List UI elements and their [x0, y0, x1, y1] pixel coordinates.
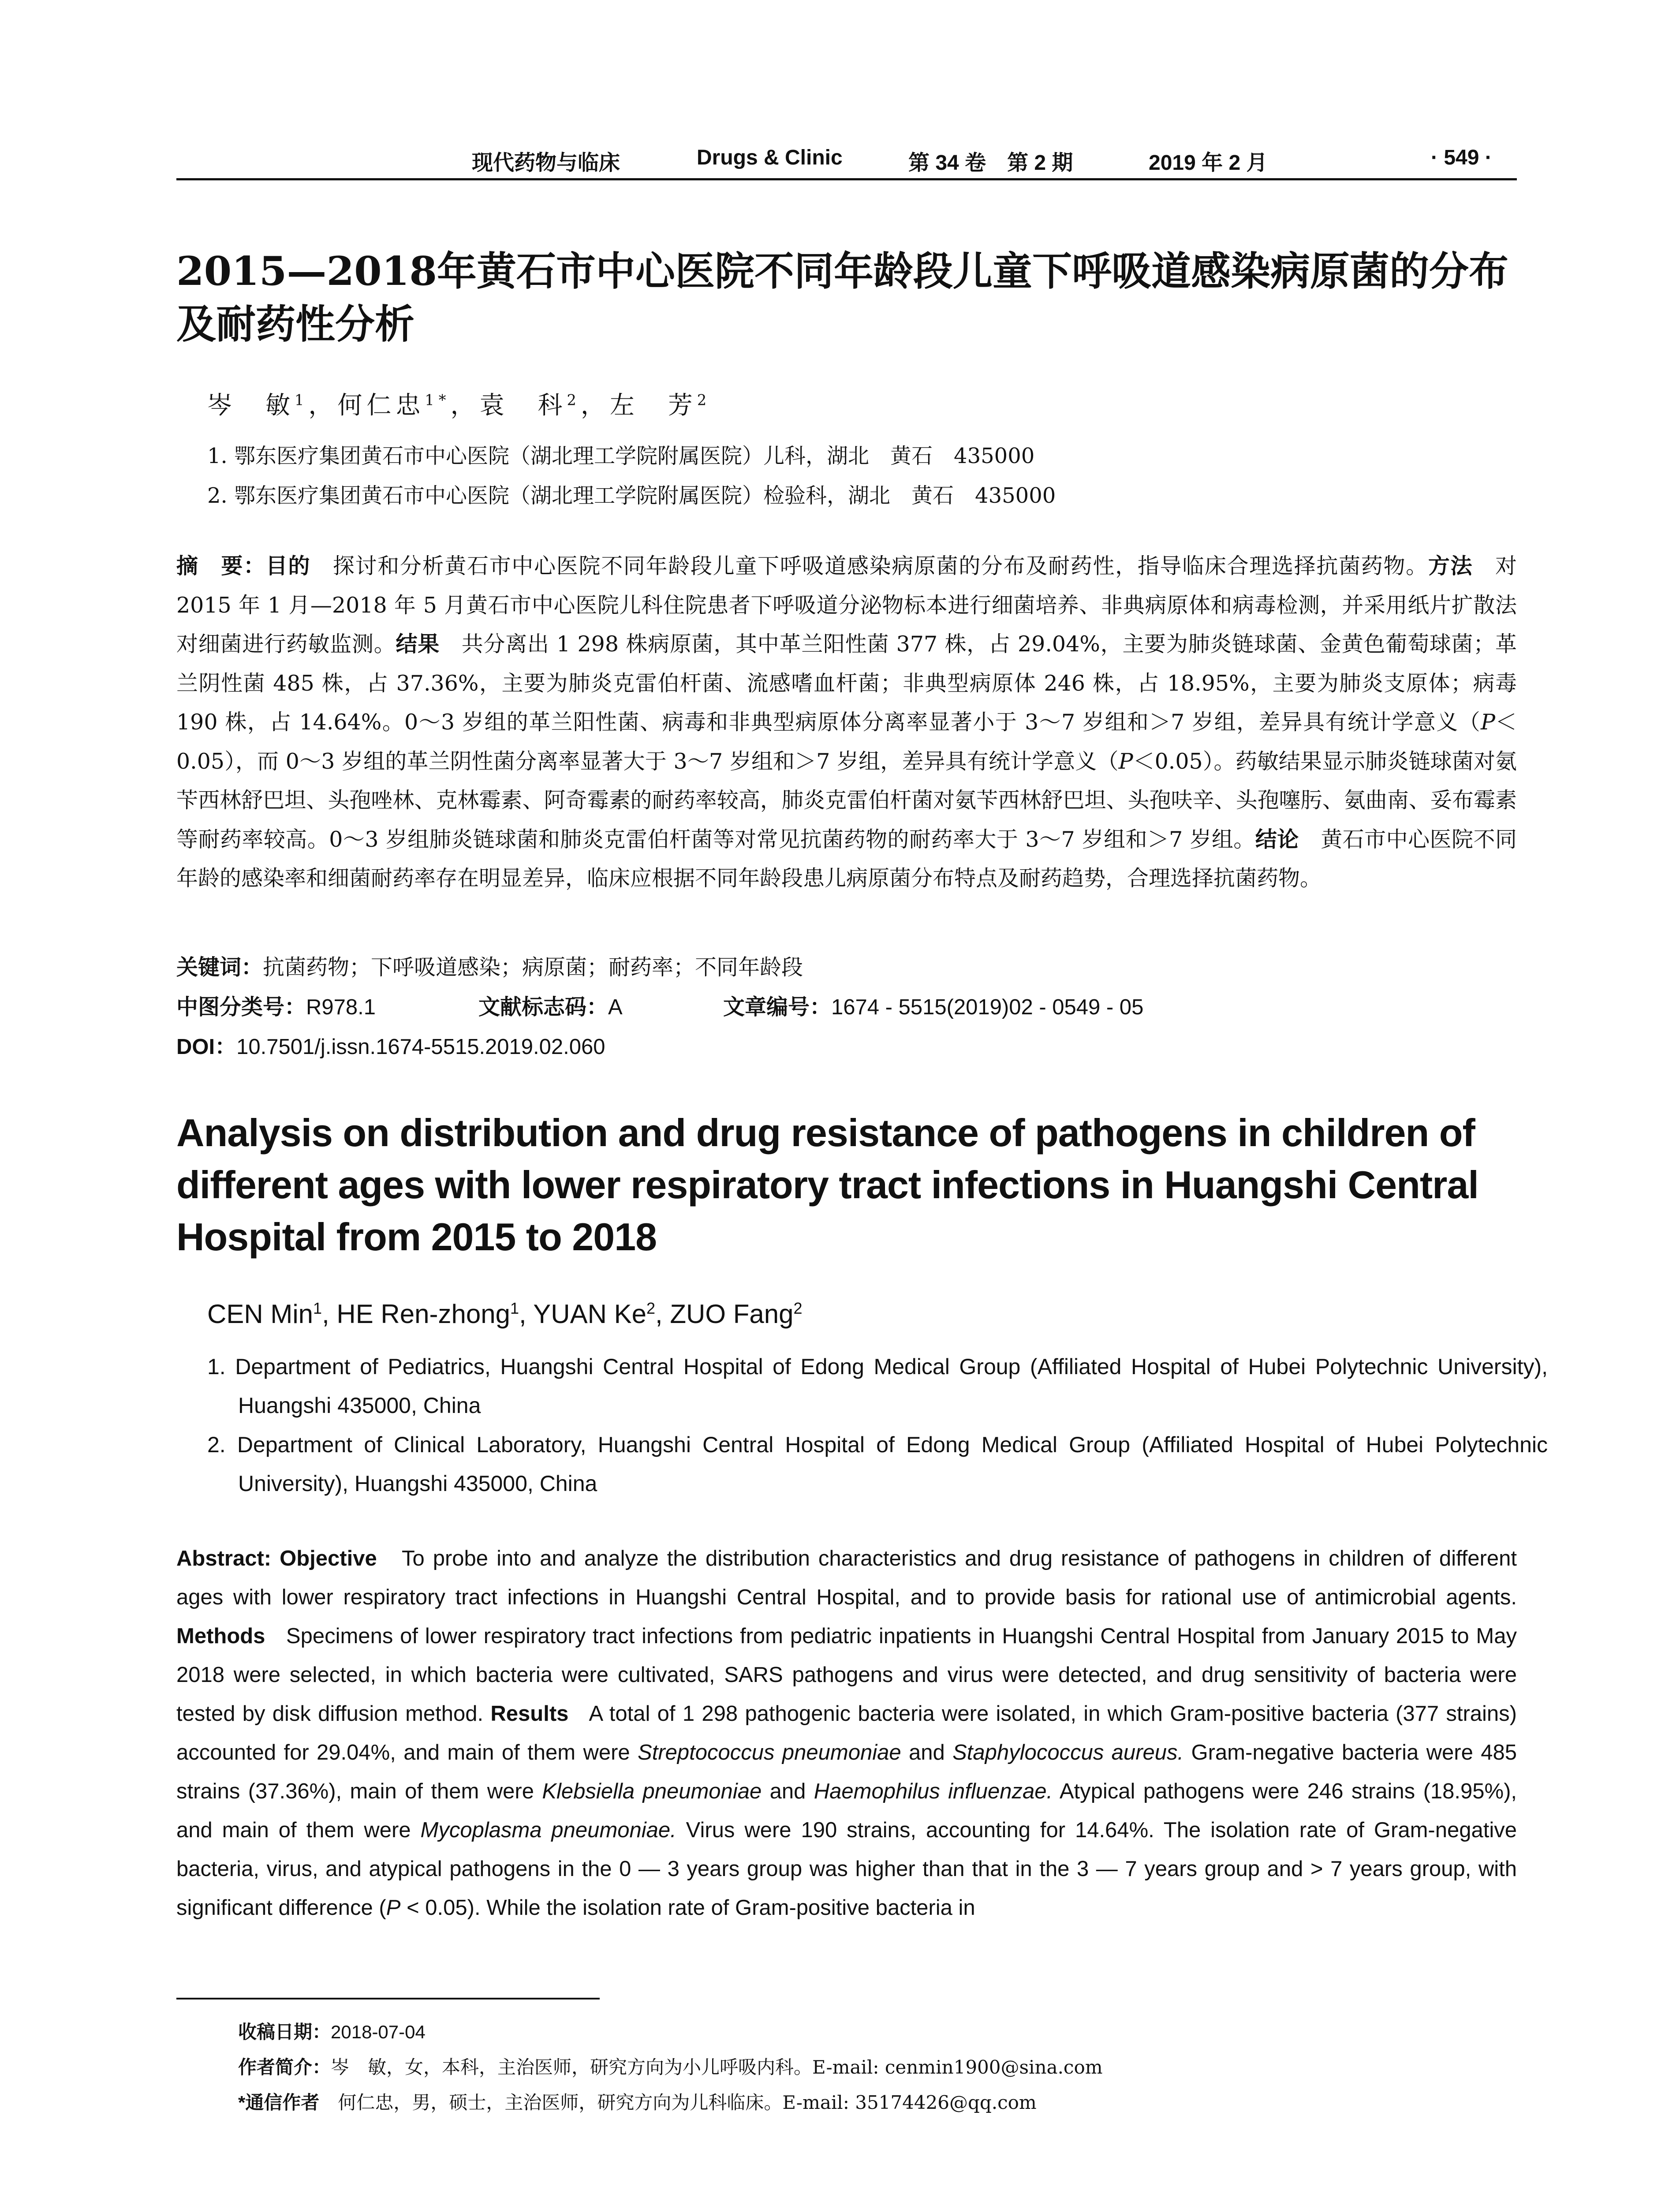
keywords-text: 抗菌药物；下呼吸道感染；病原菌；耐药率；不同年龄段: [263, 955, 803, 980]
doc-label: 文献标志码：: [478, 995, 609, 1019]
objective-en: To probe into and analyze the distribution characteristics and drug resistance of pathogens in children of different ages with lower respiratory tract infections in Huangshi Central Hospital, and to provide basis for rational use of antimicrobial agents.: [176, 1547, 1517, 1609]
objective-cn: 探讨和分析黄石市中心医院不同年龄段儿童下呼吸道感染病原菌的分布及耐药性，指导临床合理选择抗菌药物。: [332, 553, 1428, 579]
methods-label-cn: 方法: [1428, 554, 1473, 578]
author-en: YUAN Ke: [533, 1299, 647, 1329]
authors-en: CEN Min$^1$, HE Ren-zhong$^1$, YUAN Ke$^2$, ZUO Fang$^2$: [207, 1299, 803, 1329]
results-label-cn: 结果: [396, 632, 440, 656]
p-value-symbol: P: [1118, 748, 1133, 774]
species-name: Staphylococcus aureus.: [952, 1741, 1184, 1764]
author-cn: 何仁忠: [337, 391, 425, 420]
p-value-symbol: P: [386, 1896, 401, 1920]
results-en: Gram-negative bacteria were 485 strains (37.36%), main of them were: [176, 1741, 1517, 1803]
footnote-received: [238, 2018, 426, 2044]
footnote-text: 2018-07-04: [331, 2022, 426, 2042]
author-sup: 2: [793, 1299, 803, 1317]
clc-label: 中图分类号：: [176, 995, 306, 1019]
author-sup: 2: [697, 391, 711, 409]
article-number: [723, 990, 1143, 1021]
header-rule: [176, 178, 1517, 180]
p-value-symbol: P: [1481, 710, 1495, 735]
footnote-text: 何仁忠，男，硕士，主治医师，研究方向为儿科临床。E-mail: 35174426@qq.com: [338, 2092, 1037, 2113]
results-en: A total of 1 298 pathogenic bacteria were isolated, in which Gram-positive bacteria (377 strains) accounted for 29.04%, and main of them were: [176, 1702, 1517, 1764]
article-value: 1674 - 5515(2019)02 - 0549 - 05: [831, 995, 1144, 1019]
abstract-en-label: Abstract:: [176, 1547, 272, 1570]
author-sup: 1: [510, 1299, 519, 1317]
authors-cn: 岑 敏$^1$，何仁忠$^{1*}$，袁 科$^2$，左 芳$^2$: [207, 391, 711, 420]
doi-value[interactable]: 10.7501/j.issn.1674-5515.2019.02.060: [236, 1035, 605, 1059]
journal-date: 2019 年 2 月: [1149, 151, 1268, 175]
objective-label-en: Objective: [280, 1547, 377, 1570]
objective-label-cn: 目的: [265, 554, 311, 578]
doi-label: DOI：: [176, 1035, 237, 1059]
results-cn: ＜0.05）。药敏结果显示肺炎链球菌对氨苄西林舒巴坦、头孢唑林、克林霉素、阿奇霉素的耐药率较高，肺炎克雷伯杆菌对氨苄西林舒巴坦、头孢呋辛、头孢噻肟、氨曲南、妥布霉素等耐药率较高。0～3 岁组肺炎链球菌和肺炎克雷伯杆菌等对常见抗菌药物的耐药率大于 3～7 岁组和＞7 岁组。: [176, 748, 1517, 852]
abstract-cn-label: 摘 要：: [176, 554, 266, 578]
footnote-label: *通信作者: [238, 2092, 338, 2113]
journal-name-cn: 现代药物与临床: [472, 150, 620, 175]
title-cn: 2015—2018年黄石市中心医院不同年龄段儿童下呼吸道感染病原菌的分布及耐药性分析: [176, 248, 1508, 348]
footnote-corresponding: [238, 2088, 1037, 2115]
keywords-label: 关键词：: [176, 956, 263, 979]
footnote-rule: [176, 1998, 600, 1999]
author-sup: 1: [295, 391, 309, 409]
journal-issue: 第 34 卷 第 2 期: [908, 151, 1073, 175]
footnote-author-bio: [238, 2053, 1103, 2079]
affiliation-en-1: 1. Department of Pediatrics, Huangshi Central Hospital of Edong Medical Group (Affiliated Hospital of Hubei Polytechnic University), Huangshi 435000, China: [207, 1354, 1548, 1418]
clc-value: R978.1: [306, 995, 376, 1019]
conjunction: and: [769, 1779, 806, 1803]
journal-name-en: Drugs & Clinic: [697, 146, 843, 169]
footnote-label: 作者简介：: [238, 2057, 331, 2078]
results-label-en: Results: [490, 1702, 569, 1726]
document-code: [478, 990, 623, 1021]
article-label: 文章编号：: [723, 995, 832, 1019]
doi: [176, 1030, 605, 1061]
species-name: Haemophilus influenzae.: [814, 1779, 1053, 1803]
conclusion-cn: 黄石市中心医院不同年龄的感染率和细菌耐药率存在明显差异，临床应根据不同年龄段患儿病原菌分布特点及耐药趋势，合理选择抗菌药物。: [176, 826, 1517, 891]
title-en: Analysis on distribution and drug resistance of pathogens in children of different ages with lower respiratory tract infections in Huangshi Central Hospital from 2015 to 2018: [176, 1111, 1478, 1259]
author-en: ZUO Fang: [670, 1299, 794, 1329]
author-cn: 左 芳: [609, 391, 697, 420]
keywords-cn: [176, 950, 803, 981]
author-cn: 袁 科: [479, 391, 567, 420]
affiliation-en-2: 2. Department of Clinical Laboratory, Huangshi Central Hospital of Edong Medical Group (Affiliated Hospital of Hubei Polytechnic University), Huangshi 435000, China: [207, 1432, 1548, 1496]
clc-number: [176, 990, 376, 1021]
affiliation-cn-1: 1. 鄂东医疗集团黄石市中心医院（湖北理工学院附属医院）儿科，湖北 黄石 435000: [207, 444, 1035, 468]
species-name: Streptococcus pneumoniae: [638, 1741, 901, 1764]
species-name: Klebsiella pneumoniae: [542, 1779, 762, 1803]
results-en: < 0.05). While the isolation rate of Gram-positive bacteria in: [407, 1896, 975, 1920]
results-cn: 共分离出 1 298 株病原菌，其中革兰阳性菌 377 株，占 29.04%，主要为肺炎链球菌、金黄色葡萄球菌；革兰阴性菌 485 株，占 37.36%，主要为肺炎克雷伯杆菌、流感嗜血杆菌；非典型病原体 246 株，占 18.95%，主要为肺炎支原体；病毒 190 株，占 14.64%。0～3 岁组的革兰阳性菌、病毒和非典型病原体分离率显著小于 3～7 岁组和＞7 岁组，差异具有统计学意义（: [176, 632, 1517, 735]
results-cn: ＜0.05），而 0～3 岁组的革兰阴性菌分离率显著大于 3～7 岁组和＞7 岁组，差异具有统计学意义（: [176, 710, 1517, 774]
page-number: · 549 ·: [1431, 146, 1492, 169]
results-en: Atypical pathogens were 246 strains (18.95%), and main of them were: [176, 1779, 1517, 1842]
species-name: Mycoplasma pneumoniae.: [420, 1818, 676, 1842]
doc-value: A: [608, 995, 623, 1019]
conjunction: and: [908, 1741, 945, 1764]
conclusion-label-cn: 结论: [1255, 827, 1299, 852]
author-en: HE Ren-zhong: [336, 1299, 510, 1329]
abstract-en: [176, 1539, 1517, 1927]
affiliation-cn-2: 2. 鄂东医疗集团黄石市中心医院（湖北理工学院附属医院）检验科，湖北 黄石 435000: [207, 483, 1056, 508]
author-en: CEN Min: [207, 1299, 314, 1329]
methods-cn: 对 2015 年 1 月—2018 年 5 月黄石市中心医院儿科住院患者下呼吸道分泌物标本进行细菌培养、非典病原体和病毒检测，并采用纸片扩散法对细菌进行药敏监测。: [176, 553, 1517, 657]
author-cn: 岑 敏: [207, 391, 295, 420]
footnote-label: 收稿日期：: [238, 2022, 331, 2042]
methods-en: Specimens of lower respiratory tract infections from pediatric inpatients in Huangshi Central Hospital from January 2015 to May 2018 were selected, in which bacteria were cultivated, SARS pathogens and virus were detected, and drug sensitivity of bacteria were tested by disk diffusion method.: [176, 1624, 1517, 1726]
author-sup: 1: [313, 1299, 322, 1317]
author-sup: 2: [646, 1299, 656, 1317]
results-en: Virus were 190 strains, accounting for 14.64%. The isolation rate of Gram-negative bacteria, virus, and atypical pathogens in the 0 — 3 years group was higher than that in the 3 — 7 years group and > 7 years group, with significant difference (: [176, 1818, 1517, 1920]
author-sup: 2: [567, 391, 581, 409]
footnote-text: 岑 敏，女，本科，主治医师，研究方向为小儿呼吸内科。E-mail: cenmin1900@sina.com: [331, 2056, 1103, 2078]
methods-label-en: Methods: [176, 1624, 265, 1648]
author-sup: 1*: [425, 391, 451, 409]
abstract-cn: [176, 547, 1517, 898]
